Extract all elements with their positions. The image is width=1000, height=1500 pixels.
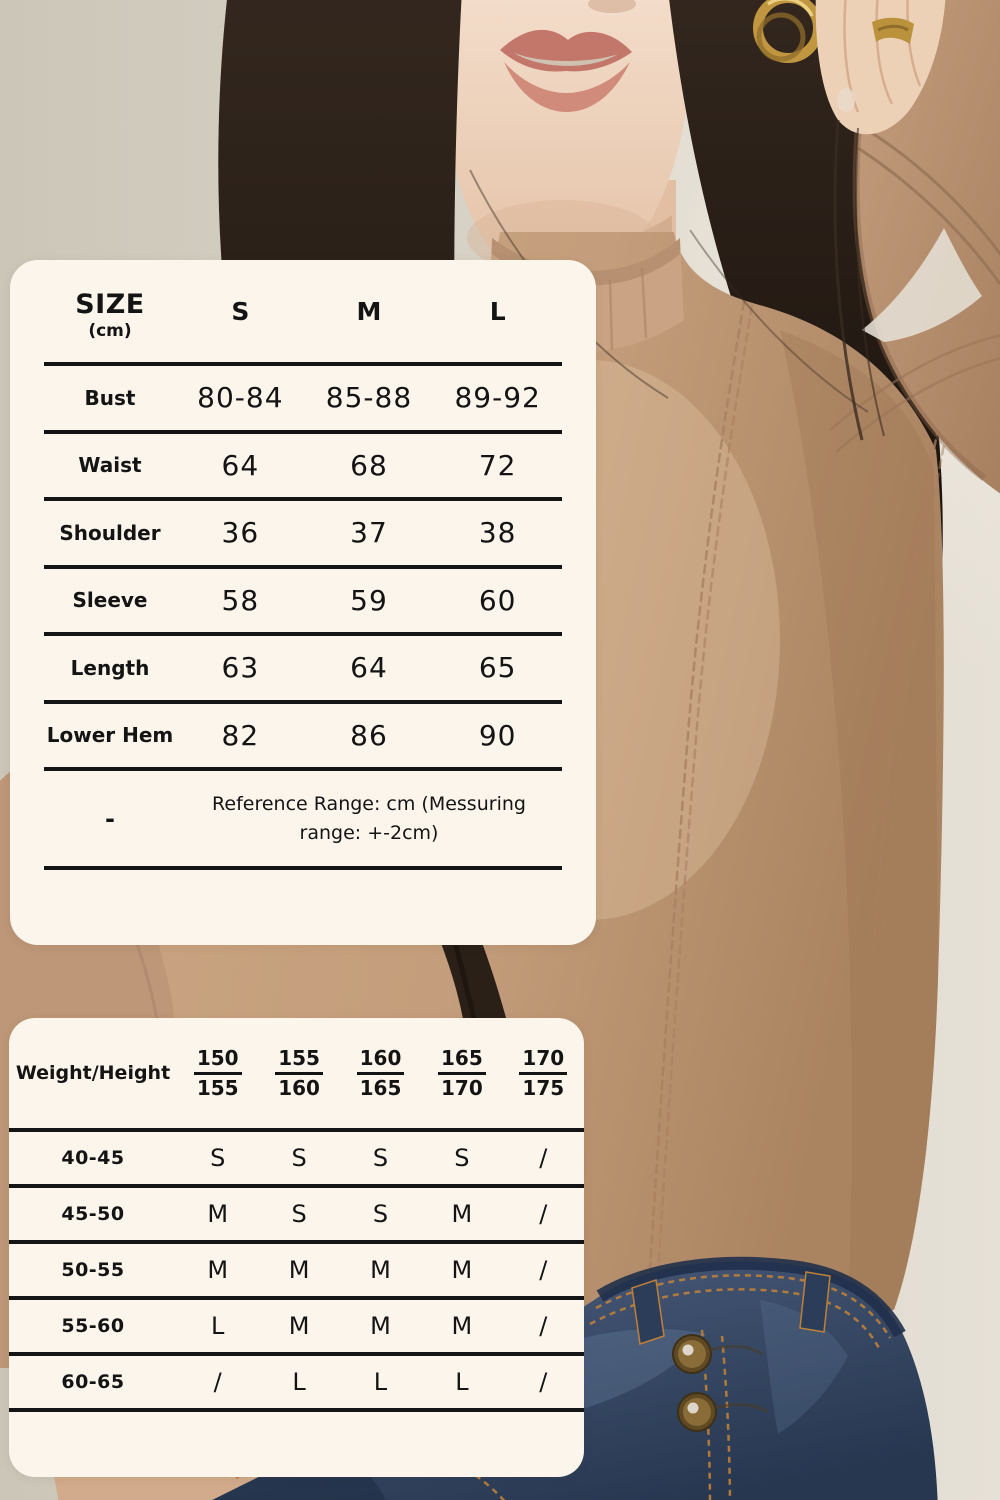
height-range-bottom: 165 [359,1076,402,1100]
fingernail [837,88,855,112]
fit-table-corner-label: Weight/Height [15,1062,171,1084]
weight-range-label: 60-65 [61,1371,125,1393]
fit-cell-value: L [373,1368,388,1396]
fit-cell-value: M [370,1256,391,1284]
fit-cell-value: S [372,1144,389,1172]
fit-cell-value: S [372,1200,389,1228]
size-table [44,260,562,870]
fit-cell-value: S [291,1144,307,1172]
size-column-header: M [356,296,382,326]
weight-range-label: 50-55 [61,1259,125,1281]
height-range-bottom: 170 [441,1076,483,1100]
size-row-label: Lower Hem [46,723,174,748]
height-range-header [503,1045,584,1101]
fit-cell-value: M [451,1256,473,1284]
size-cell-value: 80-84 [197,381,284,415]
size-row-label: Bust [84,385,136,410]
size-cell-value: 64 [221,448,260,482]
fit-table-row [9,1356,584,1412]
fit-cell-value: / [539,1256,548,1284]
size-cell-value: 58 [221,583,260,617]
fit-cell-value: M [288,1256,310,1284]
height-range-bottom: 175 [522,1076,565,1100]
fit-cell-value: M [451,1312,473,1340]
size-row-label: Waist [78,453,142,478]
fit-cell-value: / [539,1144,548,1172]
size-table-row [44,434,562,502]
size-table-row [44,704,562,772]
size-cell-value: 68 [350,448,388,482]
height-range-top: 160 [357,1045,405,1075]
fit-table-row [9,1188,584,1244]
fit-cell-value: S [210,1144,226,1172]
fit-cell-value: / [539,1368,548,1396]
fit-cell-value: L [455,1368,469,1396]
size-table-corner [44,282,176,340]
fit-cell-value: M [288,1312,310,1340]
fit-table-row [9,1132,584,1188]
height-range-header [258,1045,339,1101]
height-range-header [340,1045,421,1101]
height-range-bottom: 160 [278,1076,320,1100]
size-table-footnote-row [44,771,562,870]
size-table-body [44,366,562,771]
weight-range-label: 45-50 [61,1203,125,1225]
fit-cell-value: L [292,1368,306,1396]
size-table-unit: (cm) [88,320,132,341]
fit-table [9,1018,584,1412]
size-table-title: SIZE [75,288,145,320]
fit-cell-value: M [451,1200,473,1228]
size-cell-value: 85-88 [325,381,413,415]
height-range-top: 155 [275,1045,323,1075]
size-table-panel [10,260,596,945]
size-column-header: S [231,296,250,326]
fit-table-body [9,1132,584,1412]
size-table-row [44,636,562,704]
size-cell-value: 65 [478,651,517,685]
height-range-top: 170 [519,1045,567,1075]
size-cell-value: 72 [478,448,517,482]
size-cell-value: 36 [221,516,260,550]
size-row-label: Length [70,655,150,680]
fit-cell-value: M [207,1200,229,1228]
size-row-label: Shoulder [59,520,161,545]
size-cell-value: 38 [478,516,517,550]
height-range-header [421,1045,502,1101]
size-cell-value: 59 [350,583,388,617]
jeans-belt-loop [800,1272,830,1332]
fit-cell-value: S [454,1144,470,1172]
height-range-header [177,1045,258,1101]
size-column-header: L [489,296,506,326]
size-table-row [44,366,562,434]
fit-table-row [9,1300,584,1356]
footnote-dash: - [105,804,115,833]
size-cell-value: 37 [350,516,388,550]
fit-table-header [9,1018,584,1132]
size-cell-value: 82 [221,718,260,752]
size-table-row [44,501,562,569]
fit-cell-value: S [291,1200,307,1228]
size-table-row [44,569,562,637]
size-cell-value: 64 [350,651,388,685]
height-range-top: 165 [438,1045,486,1075]
fit-cell-value: L [211,1312,225,1340]
footnote-text: Reference Range: cm (Messuring range: +-2cm) [212,793,526,844]
size-table-header [44,260,562,366]
size-cell-value: 86 [350,718,388,752]
weight-range-label: 55-60 [61,1315,125,1337]
fit-table-panel [9,1018,584,1477]
height-range-top: 150 [194,1045,242,1075]
weight-range-label: 40-45 [61,1147,125,1169]
size-cell-value: 60 [478,583,517,617]
fit-cell-value: / [213,1368,222,1396]
size-cell-value: 90 [478,718,517,752]
fit-cell-value: M [207,1256,229,1284]
size-cell-value: 89-92 [454,381,541,415]
size-cell-value: 63 [221,651,260,685]
fit-cell-value: / [539,1312,548,1340]
fit-cell-value: / [539,1200,548,1228]
size-row-label: Sleeve [72,588,148,613]
fit-table-row [9,1244,584,1300]
height-range-bottom: 155 [196,1076,239,1100]
fit-cell-value: M [370,1312,391,1340]
